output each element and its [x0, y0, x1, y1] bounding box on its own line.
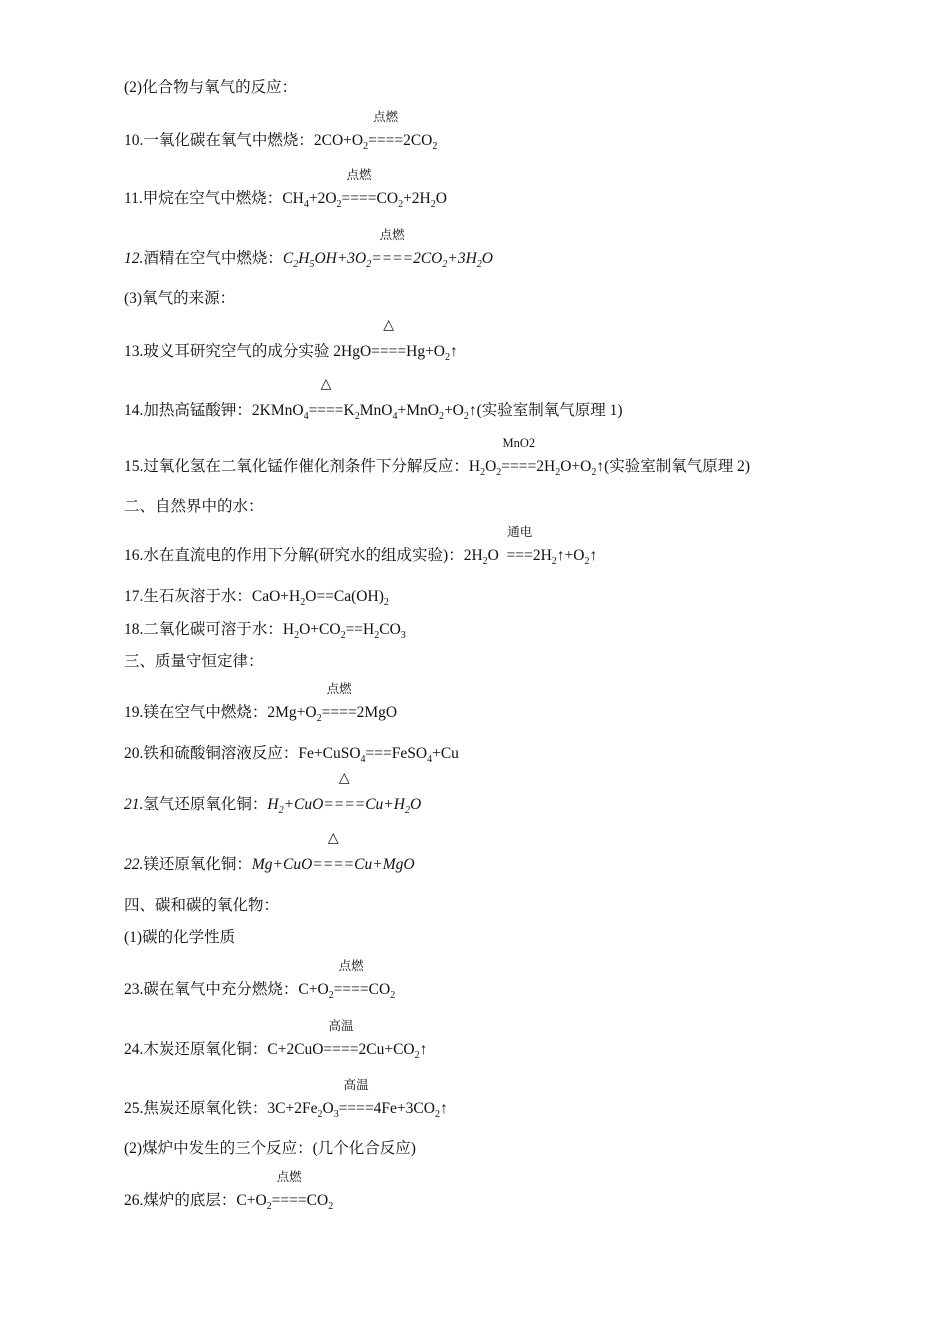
section-heading: (2)化合物与氧气的反应： — [124, 79, 298, 96]
section-heading: (2)煤炉中发生的三个反应：(几个化合反应) — [124, 1140, 416, 1157]
equation-label: 24.木炭还原氧化铜： — [124, 1041, 268, 1058]
equation-17: 17.生石灰溶于水：$CaO+H_2O==Ca(OH)_2$ — [124, 588, 389, 608]
condition-label: 高温 — [328, 1019, 354, 1033]
equation-23: 23.碳在氧气中充分燃烧：$C+O_2$ 点燃 $====CO_2$ — [124, 980, 395, 1000]
equation-label: 10.一氧化碳在氧气中燃烧： — [124, 132, 314, 149]
condition-label: 点燃 — [326, 682, 352, 696]
equation-16: 16.水在直流电的作用下分解(研究水的组成实验)：$2H_2O$ 通电 $===2H_2↑+O_2↑$ — [124, 546, 597, 566]
equation-20: 20.铁和硫酸铜溶液反应：Fe+CuSO$_4$===FeSO$_4$+Cu — [124, 745, 459, 765]
reaction-arrow: 点燃 ==== — [371, 249, 413, 269]
equation-label: 14.加热高锰酸钾： — [124, 402, 252, 419]
reaction-arrow: △ ==== — [371, 318, 407, 360]
section-heading: 二、自然界中的水： — [124, 498, 264, 515]
condition-label: 点燃 — [276, 1170, 302, 1184]
condition-label: △ — [338, 771, 350, 786]
reaction-arrow: 点燃 ==== — [272, 1191, 307, 1211]
equation-label: 镁还原氧化铜： — [143, 856, 252, 873]
equation-note: (实验室制氧气原理 2) — [604, 458, 751, 475]
equation-label: 19.镁在空气中燃烧： — [124, 704, 268, 721]
reaction-arrow: △ ==== — [308, 377, 344, 419]
equation-label: 氢气还原氧化铜： — [143, 796, 268, 813]
equation-number: 12. — [124, 250, 144, 267]
reaction-arrow: 点燃 ==== — [334, 980, 369, 1000]
reaction-arrow: △ ==== — [312, 831, 355, 873]
equation-24: 24.木炭还原氧化铜：C+2CuO 高温 $====2Cu+CO_2↑$ — [124, 1040, 427, 1060]
equation-label: 17.生石灰溶于水： — [124, 588, 252, 605]
equation-label: 11.甲烷在空气中燃烧： — [124, 190, 283, 207]
equation-25: 25.焦炭还原氧化铁：$3C+2Fe_2O_3$ 高温 $====4Fe+3CO_2↑$ — [124, 1099, 448, 1119]
equation-label: 23.碳在氧气中充分燃烧： — [124, 981, 299, 998]
condition-label: 点燃 — [373, 110, 399, 124]
equation-label: 13.玻义耳研究空气的成分实验 — [124, 343, 334, 360]
equation-label: 18.二氧化碳可溶于水： — [124, 621, 283, 638]
equation-label: 酒精在空气中燃烧： — [143, 250, 283, 267]
equation-label: 20.铁和硫酸铜溶液反应： — [124, 745, 299, 762]
condition-label: 高温 — [343, 1078, 369, 1092]
equation-13: 13.玻义耳研究空气的成分实验 2HgO △ $====Hg+O_2↑$ — [124, 318, 458, 363]
section-heading: 四、碳和碳的氧化物： — [124, 897, 280, 914]
equation-label: 26.煤炉的底层： — [124, 1192, 237, 1209]
equation-11: 11.甲烷在空气中燃烧：$CH_4+2O_2$ 点燃 $====CO_2+2H_2O$ — [124, 189, 447, 209]
reaction-arrow: △ ==== — [323, 771, 366, 813]
condition-label: 点燃 — [338, 959, 364, 973]
condition-label: 点燃 — [379, 228, 405, 242]
condition-label: MnO2 — [502, 436, 536, 450]
equation-14: 14.加热高锰酸钾：2KMnO$_4$ △ $====K_2MnO_4+MnO_2+O_2↑$(实验室制氧气原理 1) — [124, 377, 623, 422]
condition-label: 点燃 — [346, 168, 372, 182]
reaction-arrow: 高温 ==== — [324, 1040, 359, 1060]
reaction-arrow: 高温 ==== — [339, 1099, 374, 1119]
condition-label: △ — [320, 377, 332, 392]
equation-label: 16.水在直流电的作用下分解(研究水的组成实验)： — [124, 547, 464, 564]
equation-19: 19.镁在空气中燃烧：$2Mg+O_2$ 点燃 ====2MgO — [124, 703, 397, 723]
equation-26: 26.煤炉的底层：$C+O_2$ 点燃 $====CO_2$ — [124, 1191, 333, 1211]
equation-10: 10.一氧化碳在氧气中燃烧：$2CO+O_2$ 点燃 $====2CO_2$ — [124, 131, 437, 151]
equation-label: 25.焦炭还原氧化铁： — [124, 1100, 268, 1117]
section-heading: (1)碳的化学性质 — [124, 929, 236, 946]
reaction-arrow: 点燃 ==== — [342, 189, 377, 209]
reaction-arrow: 点燃 ==== — [322, 703, 357, 723]
section-heading: (3)氧气的来源： — [124, 290, 236, 307]
equation-label: 15.过氧化氢在二氧化锰作催化剂条件下分解反应： — [124, 458, 469, 475]
equation-note: (实验室制氧气原理 1) — [476, 402, 623, 419]
equation-number: 21. — [124, 796, 144, 813]
reaction-arrow: 通电 === — [507, 546, 533, 566]
equation-15: 15.过氧化氢在二氧化锰作催化剂条件下分解反应：$H_2O_2$ MnO2 $====2H_2O+O_2↑$(实验室制氧气原理 2) — [124, 457, 750, 477]
equation-12: 12.酒精在空气中燃烧：$C_2H_5OH+3O_2$ 点燃 $====2CO_2+3H_2O$ — [124, 249, 493, 269]
condition-label: 通电 — [507, 525, 533, 539]
reaction-arrow: 点燃 ==== — [368, 131, 403, 151]
equation-18: 18.二氧化碳可溶于水：$H_2O+CO_2==H_2CO_3$ — [124, 621, 406, 641]
equation-21: 21.氢气还原氧化铜：$H_2+CuO$ △ $====Cu+H_2O$ — [124, 771, 422, 816]
condition-label: △ — [383, 318, 395, 333]
equation-22: 22.镁还原氧化铜：Mg+CuO △ ====Cu+MgO — [124, 831, 415, 873]
reaction-arrow: MnO2 ==== — [501, 457, 536, 477]
condition-label: △ — [327, 831, 339, 846]
equation-number: 22. — [124, 856, 144, 873]
section-heading: 三、质量守恒定律： — [124, 653, 264, 670]
